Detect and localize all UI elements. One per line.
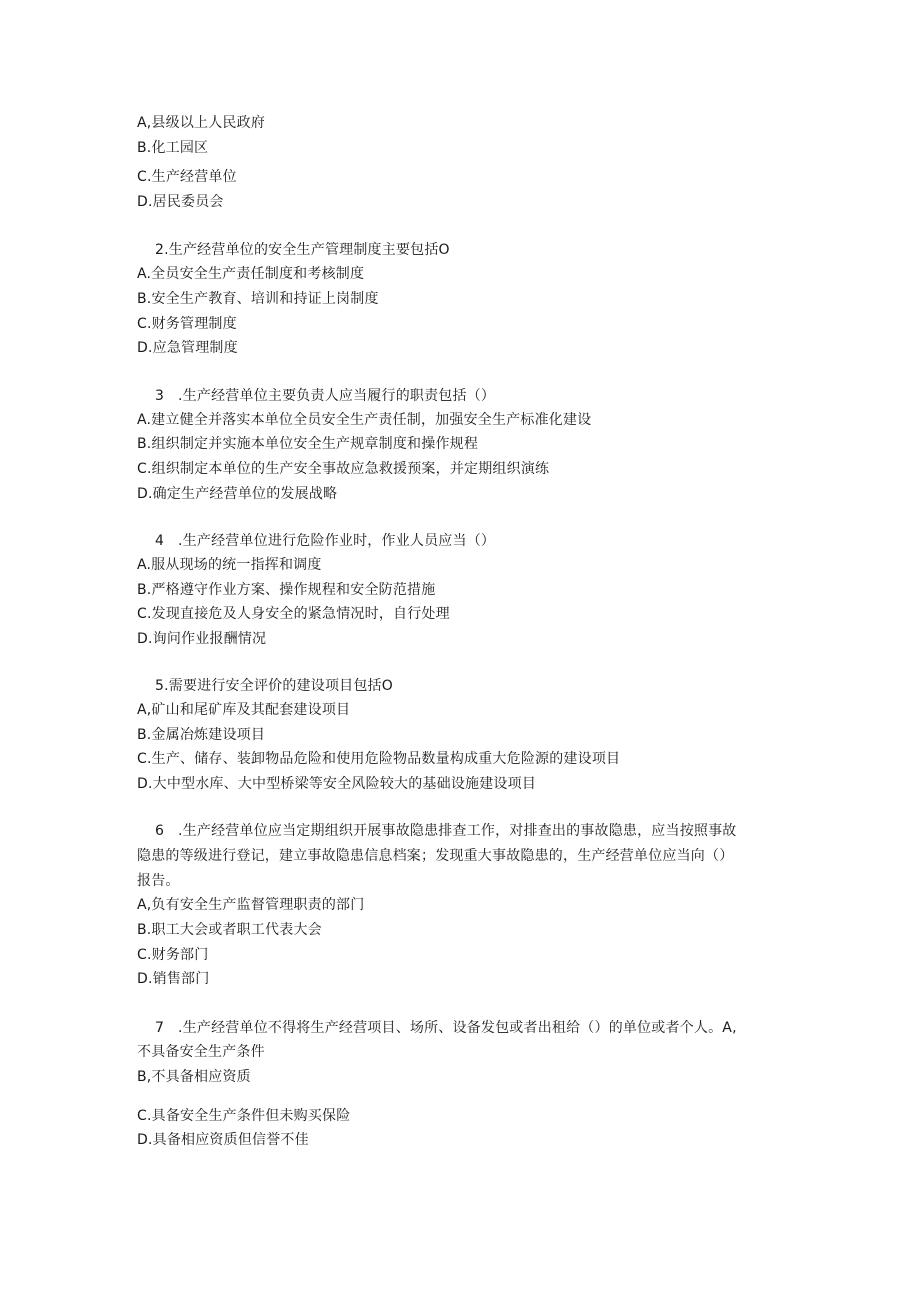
q4-option-c: C.发现直接危及人身安全的紧急情况时，自行处理 bbox=[137, 606, 450, 622]
q4-option-a: A.服从现场的统一指挥和调度 bbox=[137, 557, 322, 573]
q7-option-b: B,不具备相应资质 bbox=[137, 1069, 251, 1085]
q6-stem-line-2: 隐患的等级进行登记，建立事故隐患信息档案；发现重大事故隐患的，生产经营单位应当向（） bbox=[137, 848, 734, 864]
q6-option-d: D.销售部门 bbox=[137, 971, 210, 987]
q1-option-d: D.居民委员会 bbox=[137, 194, 224, 210]
q5-option-c: C.生产、储存、装卸物品危险和使用危险物品数量构成重大危险源的建设项目 bbox=[137, 751, 621, 767]
q6-stem-line-3: 报告。 bbox=[137, 873, 180, 889]
q2-option-a: A.全员安全生产责任制度和考核制度 bbox=[137, 266, 365, 282]
q3-stem: 3 .生产经营单位主要负责人应当履行的职责包括（） bbox=[155, 388, 496, 404]
q4-option-d: D.询问作业报酬情况 bbox=[137, 631, 267, 647]
q6-stem-line-1: 6 .生产经营单位应当定期组织开展事故隐患排查工作，对排查出的事故隐患，应当按照事故 bbox=[155, 823, 737, 839]
q7-option-c: C.具备安全生产条件但未购买保险 bbox=[137, 1108, 351, 1124]
q3-option-a: A.建立健全并落实本单位全员安全生产责任制，加强安全生产标准化建设 bbox=[137, 412, 592, 428]
q5-option-b: B.金属冶炼建设项目 bbox=[137, 727, 266, 743]
q2-option-c: C.财务管理制度 bbox=[137, 316, 237, 332]
q4-option-b: B.严格遵守作业方案、操作规程和安全防范措施 bbox=[137, 582, 436, 598]
q2-option-b: B.安全生产教育、培训和持证上岗制度 bbox=[137, 291, 379, 307]
q3-option-b: B.组织制定并实施本单位安全生产规章制度和操作规程 bbox=[137, 436, 479, 452]
q5-stem: 5.需要进行安全评价的建设项目包括O bbox=[155, 678, 393, 694]
q1-option-b: B.化工园区 bbox=[137, 140, 209, 156]
q1-option-c: C.生产经营单位 bbox=[137, 169, 237, 185]
q3-option-d: D.确定生产经营单位的发展战略 bbox=[137, 486, 338, 502]
q5-option-a: A,矿山和尾矿库及其配套建设项目 bbox=[137, 702, 351, 718]
q6-option-b: B.职工大会或者职工代表大会 bbox=[137, 922, 322, 938]
q7-option-d: D.具备相应资质但信誉不佳 bbox=[137, 1132, 309, 1148]
q3-option-c: C.组织制定本单位的生产安全事故应急救援预案，并定期组织演练 bbox=[137, 461, 550, 477]
q6-option-c: C.财务部门 bbox=[137, 947, 209, 963]
q7-stem-line-2: 不具备安全生产条件 bbox=[137, 1044, 265, 1060]
q2-stem: 2.生产经营单位的安全生产管理制度主要包括O bbox=[155, 242, 450, 258]
q2-option-d: D.应急管理制度 bbox=[137, 340, 238, 356]
q7-stem-line-1: 7 .生产经营单位不得将生产经营项目、场所、设备发包或者出租给（）的单位或者个人。A, bbox=[155, 1020, 737, 1036]
q4-stem: 4 .生产经营单位进行危险作业时，作业人员应当（） bbox=[155, 533, 496, 549]
q1-option-a: A,县级以上人民政府 bbox=[137, 115, 266, 131]
q6-option-a: A,负有安全生产监督管理职责的部门 bbox=[137, 897, 365, 913]
q5-option-d: D.大中型水库、大中型桥梁等安全风险较大的基础设施建设项目 bbox=[137, 776, 537, 792]
